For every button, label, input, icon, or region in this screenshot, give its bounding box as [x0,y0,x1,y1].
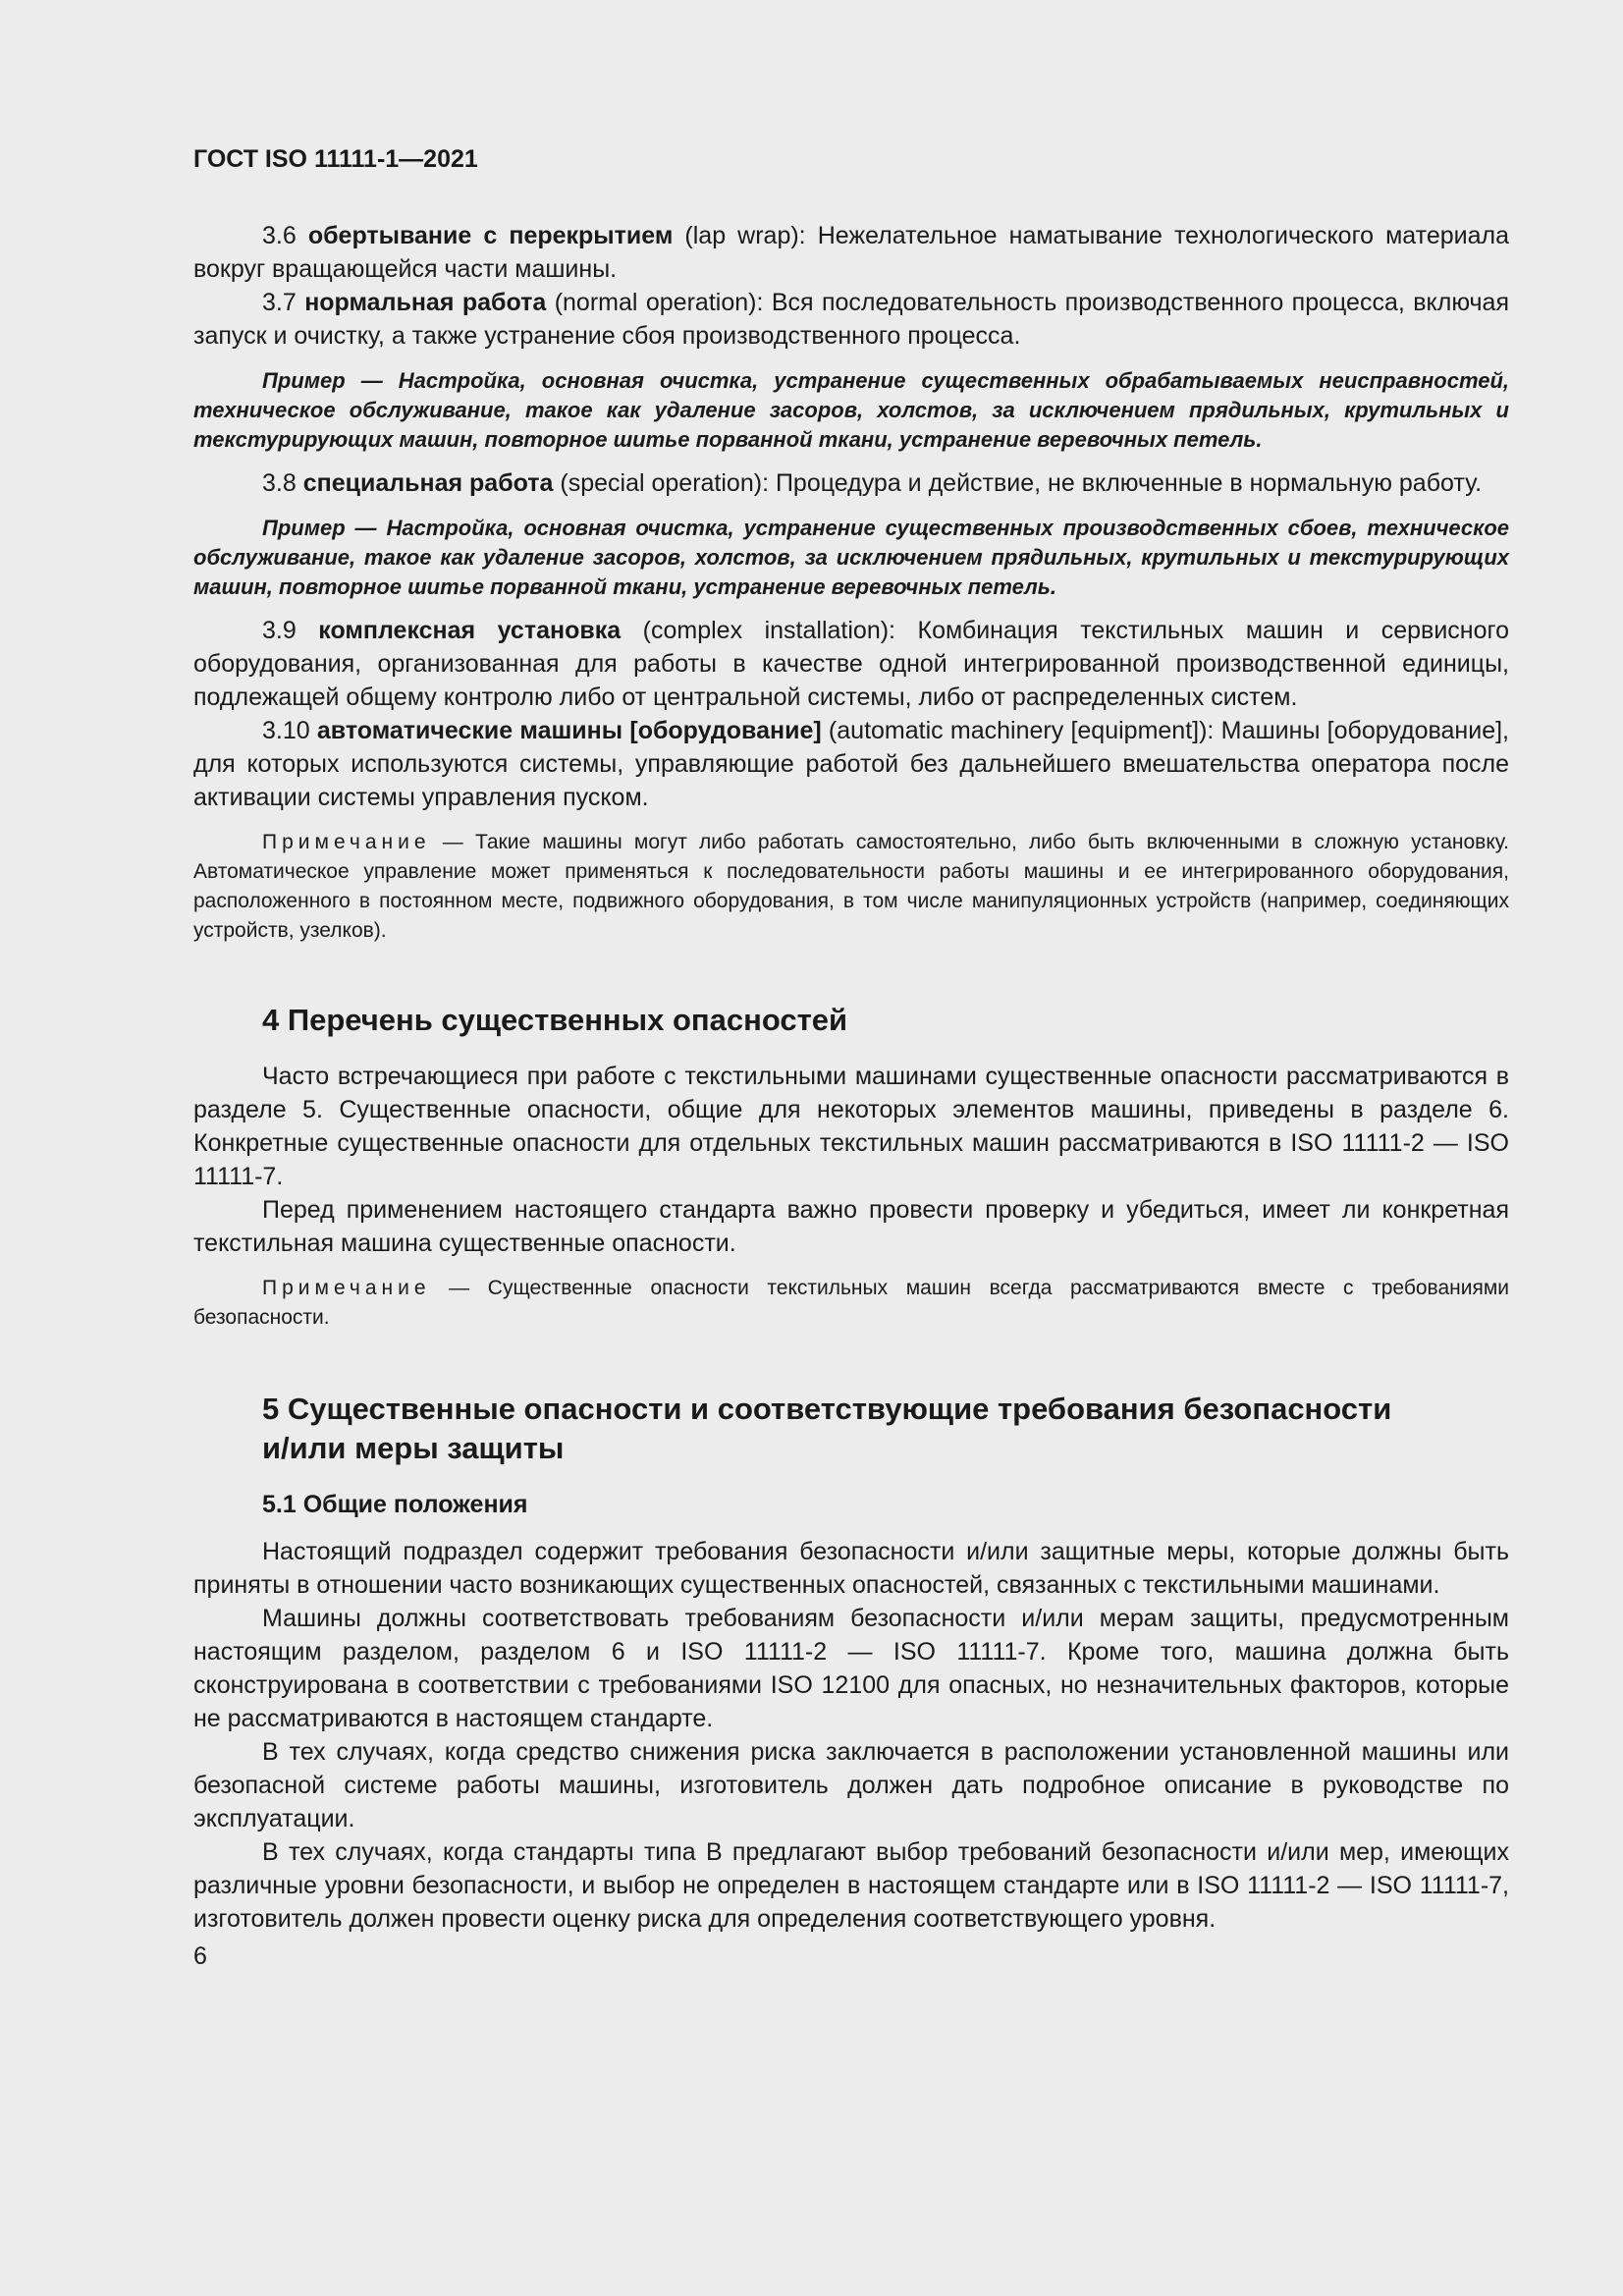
section-5-heading: 5 Существенные опасности и соответствующие требования безопасности и/или меры защиты [262,1392,1392,1465]
term-title: обертывание с перекрытием [307,222,674,249]
section-5-paragraph: Машины должны соответствовать требованиям безопасности и/или мерам защиты, предусмотренным настоящим разделом, разделом 6 и ISO 11111-2 — ISO 11111-7. Кроме того, машина должна быть сконструирована в соответствии с требованиями ISO 12100 для опасных, но незначительных факторов, которые не рассматриваются в настоящем стандарте. [193,1605,1509,1732]
term-3-10: 3.10 автоматические машины [оборудование] (automatic machinery [equipment]): Машины [оборудование], для которых используются системы, управляющие работой без дальнейшего вмешательства оператора после активации системы управления пуском. [193,717,1509,811]
note-label: Примечание [262,1277,431,1299]
example-3-8: Пример — Настройка, основная очистка, устранение существенных производственных сбоев, техническое обслуживание, такое как удаление засоров, холстов, за исключением прядильных, крутильных и текстурирующих машин, повторное шитье порванной ткани, устранение веревочных петель. [193,516,1509,599]
page-number: 6 [193,1942,207,1970]
example-3-7: Пример — Настройка, основная очистка, устранение существенных обрабатываемых неисправностей, техническое обслуживание, такое как удаление засоров, холстов, за исключением прядильных, крутильных и текстурирующих машин, повторное шитье порванной ткани, устранение веревочных петель. [193,368,1509,452]
term-3-6: 3.6 обертывание с перекрытием (lap wrap): Нежелательное наматывание технологического материала вокруг вращающейся части машины. [193,222,1509,283]
section-5-paragraph: В тех случаях, когда стандарты типа В предлагают выбор требований безопасности и/или мер, имеющих различные уровни безопасности, и выбор не определен в настоящем стандарте или в ISO 11111-2 — ISO 11111-7, изготовитель должен провести оценку риска для определения соответствующего уровня. [193,1838,1509,1933]
section-4-heading: 4 Перечень существенных опасностей [262,1003,848,1037]
section-4-paragraph: Часто встречающиеся при работе с текстильными машинами существенные опасности рассматриваются в разделе 5. Существенные опасности, общие для некоторых элементов машины, приведены в разделе 6. Конкретные существенные опасности для отдельных текстильных машин рассматриваются в ISO 11111-2 — ISO 11111-7. [193,1063,1509,1190]
note-3-10: Примечание — Такие машины могут либо работать самостоятельно, либо быть включенными в сложную установку. Автоматическое управление может применяться к последовательности работы машины и ее интегрированного оборудования, расположенного в постоянном месте, подвижного оборудования, в том числе манипуляционных устройств (например, соединяющих устройств, узелков). [193,831,1509,942]
term-title: комплексная установка [318,617,622,644]
document-header: ГОСТ ISO 11111-1—2021 [193,145,478,173]
term-3-7: 3.7 нормальная работа (normal operation): Вся последовательность производственного процесса, включая запуск и очистку, а также устранение сбоя производственного процесса. [193,289,1509,350]
section-5-paragraph: В тех случаях, когда средство снижения риска заключается в расположении установленной машины или безопасной системе работы машины, изготовитель должен дать подробное описание в руководстве по эксплуатации. [193,1738,1509,1832]
term-3-8: 3.8 специальная работа (special operation): Процедура и действие, не включенные в нормальную работу. [262,469,1483,497]
subsection-5-1-heading: 5.1 Общие положения [262,1491,528,1518]
term-3-9: 3.9 комплексная установка (complex installation): Комбинация текстильных машин и сервисного оборудования, организованная для работы в качестве одной интегрированной производственной единицы, подлежащей общему контролю либо от центральной системы, либо от распределенных систем. [193,617,1509,711]
note-section-4: Примечание — Существенные опасности текстильных машин всегда рассматриваются вместе с требованиями безопасности. [193,1277,1509,1329]
section-4-paragraph: Перед применением настоящего стандарта важно провести проверку и убедиться, имеет ли конкретная текстильная машина существенные опасности. [193,1196,1509,1257]
term-title: специальная работа [302,469,554,497]
term-title: автоматические машины [оборудование] [316,717,822,744]
note-label: Примечание [262,831,431,853]
section-5-paragraph: Настоящий подраздел содержит требования безопасности и/или защитные меры, которые должны быть приняты в отношении часто возникающих существенных опасностей, связанных с текстильными машинами. [193,1538,1509,1599]
document-page [193,142,1509,1973]
term-title: нормальная работа [304,289,547,316]
